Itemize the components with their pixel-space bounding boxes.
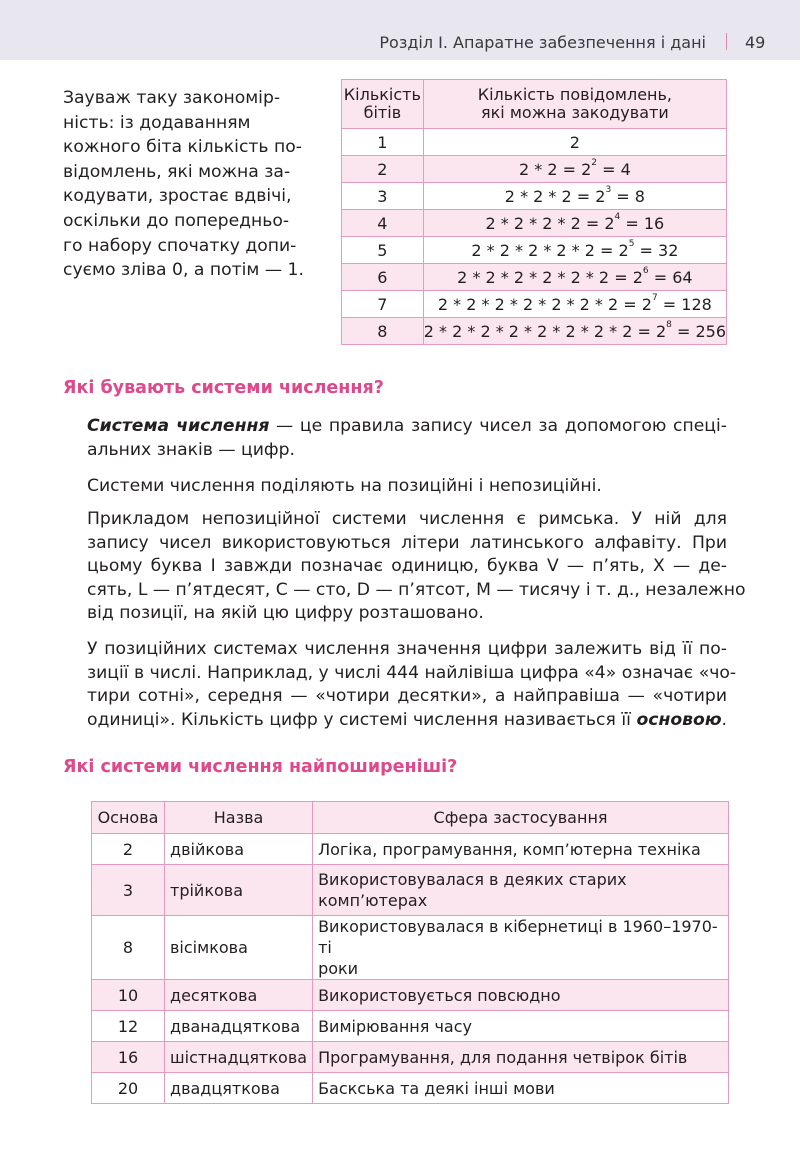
bits-cell: 3 — [342, 183, 424, 210]
side-note-line: оскільки до попередньо- — [63, 210, 290, 231]
side-note-line: суємо зліва 0, а потім — 1. — [63, 260, 304, 281]
table-row — [92, 834, 729, 865]
name-cell: вісімкова — [165, 916, 313, 980]
base-term: основою — [636, 709, 722, 730]
base-cell: 8 — [92, 916, 165, 980]
usage-cell: Програмування, для подання четвірок бітів — [313, 1042, 729, 1073]
messages-cell: $2 * 2 * 2 * 2 * 2 * 2 * 2 * 2 = 2^8 = 256$ — [423, 318, 726, 345]
definition-term: Система числення — [87, 416, 270, 436]
paragraph-line: Системи числення поділяють на позиційні і непозиційні. — [87, 476, 602, 496]
column-header-usage: Сфера застосування — [313, 802, 729, 834]
page-number: 49 — [745, 33, 766, 52]
usage-cell: Використовувалася в деяких старих комп’ютерах — [313, 865, 729, 916]
side-note — [63, 86, 311, 283]
name-cell: десяткова — [165, 980, 313, 1011]
bits-cell: 7 — [342, 291, 424, 318]
section-heading: Які системи числення найпоширеніші? — [63, 757, 458, 777]
number-systems-table — [91, 801, 729, 1104]
paragraph-line: Прикладом непозиційної системи числення є римська. У ній для — [87, 509, 727, 529]
table-row — [92, 1073, 729, 1104]
paragraph-line: альних знаків — цифр. — [87, 439, 295, 460]
bits-cell: 2 — [342, 156, 424, 183]
messages-cell: $2 * 2 = 2^2 = 4$ — [423, 156, 726, 183]
table-row — [92, 980, 729, 1011]
paragraph-line: У позиційних системах числення значення цифри залежить від її по- — [87, 639, 727, 659]
base-cell: 3 — [92, 865, 165, 916]
name-cell: двадцяткова — [165, 1073, 313, 1104]
table-row — [342, 156, 727, 183]
paragraph-line: тири сотні», середня — «чотири десятки», а найправіша — «чотири — [87, 686, 727, 706]
messages-cell: $2 * 2 * 2 = 2^3 = 8$ — [423, 183, 726, 210]
messages-cell: 2 — [423, 129, 726, 156]
table-row — [92, 916, 729, 980]
side-note-line: кожного біта кількість по- — [63, 137, 302, 158]
table-row — [92, 1042, 729, 1073]
messages-cell: $2 * 2 * 2 * 2 = 2^4 = 16$ — [423, 210, 726, 237]
paragraph-line: цьому буква I завжди позначає одиницю, буква V — п’ять, X — де- — [87, 556, 727, 576]
name-cell: двійкова — [165, 834, 313, 865]
side-note-line: ність: із додаванням — [63, 112, 251, 133]
table-row — [342, 129, 727, 156]
side-note-line: Зауваж таку закономір- — [63, 88, 281, 108]
paragraph-line: сять, L — п’ятдесят, C — сто, D — п’ятсот, M — тисячу і т. д., незалежно — [87, 579, 746, 600]
table-row — [342, 264, 727, 291]
usage-cell: Логіка, програмування, комп’ютерна техніка — [313, 834, 729, 865]
side-note-line: го набору спочатку допи- — [63, 235, 297, 256]
roman-paragraph — [87, 508, 746, 626]
page-header — [0, 0, 800, 60]
bits-cell: 4 — [342, 210, 424, 237]
section-title: Розділ I. Апаратне забезпечення і дані — [379, 33, 706, 52]
table-row — [342, 183, 727, 210]
base-cell: 16 — [92, 1042, 165, 1073]
paragraph-line: зиції в числі. Наприклад, у числі 444 найлівіша цифра «4» означає «чо- — [87, 662, 737, 683]
table-row — [342, 237, 727, 264]
name-cell: шістнадцяткова — [165, 1042, 313, 1073]
section-heading: Які бувають системи числення? — [63, 378, 384, 398]
usage-cell: Використовується повсюдно — [313, 980, 729, 1011]
column-header-messages: Кількість повідомлень, які можна закодувати — [423, 80, 726, 129]
table-row — [342, 318, 727, 345]
usage-cell: Вимірювання часу — [313, 1011, 729, 1042]
table-header-row — [342, 80, 727, 129]
paragraph-line: запису чисел використовуються літери латинського алфавіту. При — [87, 532, 727, 553]
usage-cell: Баскська та деякі інші мови — [313, 1073, 729, 1104]
definition-paragraph — [87, 415, 727, 462]
side-note-line: кодувати, зростає вдвічі, — [63, 186, 292, 207]
table-row — [342, 291, 727, 318]
bits-cell: 8 — [342, 318, 424, 345]
paragraph-line: одиниці». Кількість цифр у системі числення називається її основою. — [87, 709, 727, 730]
column-header-bits: Кількість бітів — [342, 80, 424, 129]
bits-messages-table — [341, 79, 727, 345]
column-header-name: Назва — [165, 802, 313, 834]
paragraph-line: від позиції, на якій цю цифру розташовано. — [87, 603, 484, 623]
bits-cell: 5 — [342, 237, 424, 264]
table-header-row — [92, 802, 729, 834]
table-row — [92, 865, 729, 916]
table-row — [342, 210, 727, 237]
messages-cell: $2 * 2 * 2 * 2 * 2 * 2 = 2^6 = 64$ — [423, 264, 726, 291]
header-divider — [726, 33, 727, 50]
name-cell: трійкова — [165, 865, 313, 916]
messages-cell: $2 * 2 * 2 * 2 * 2 * 2 * 2 = 2^7 = 128$ — [423, 291, 726, 318]
base-cell: 20 — [92, 1073, 165, 1104]
table-row — [92, 1011, 729, 1042]
positional-paragraph — [87, 638, 737, 732]
column-header-base: Основа — [92, 802, 165, 834]
bits-cell: 6 — [342, 264, 424, 291]
messages-cell: $2 * 2 * 2 * 2 * 2 = 2^5 = 32$ — [423, 237, 726, 264]
side-note-line: відомлень, які можна за- — [63, 161, 291, 182]
usage-cell: Використовувалася в кібернетиці в 1960–1970-ті роки — [313, 916, 729, 980]
name-cell: дванадцяткова — [165, 1011, 313, 1042]
base-cell: 2 — [92, 834, 165, 865]
bits-cell: 1 — [342, 129, 424, 156]
base-cell: 10 — [92, 980, 165, 1011]
paragraph-line: Система числення — це правила запису чисел за допомогою спеці- — [87, 416, 727, 436]
classes-paragraph — [87, 475, 727, 499]
base-cell: 12 — [92, 1011, 165, 1042]
